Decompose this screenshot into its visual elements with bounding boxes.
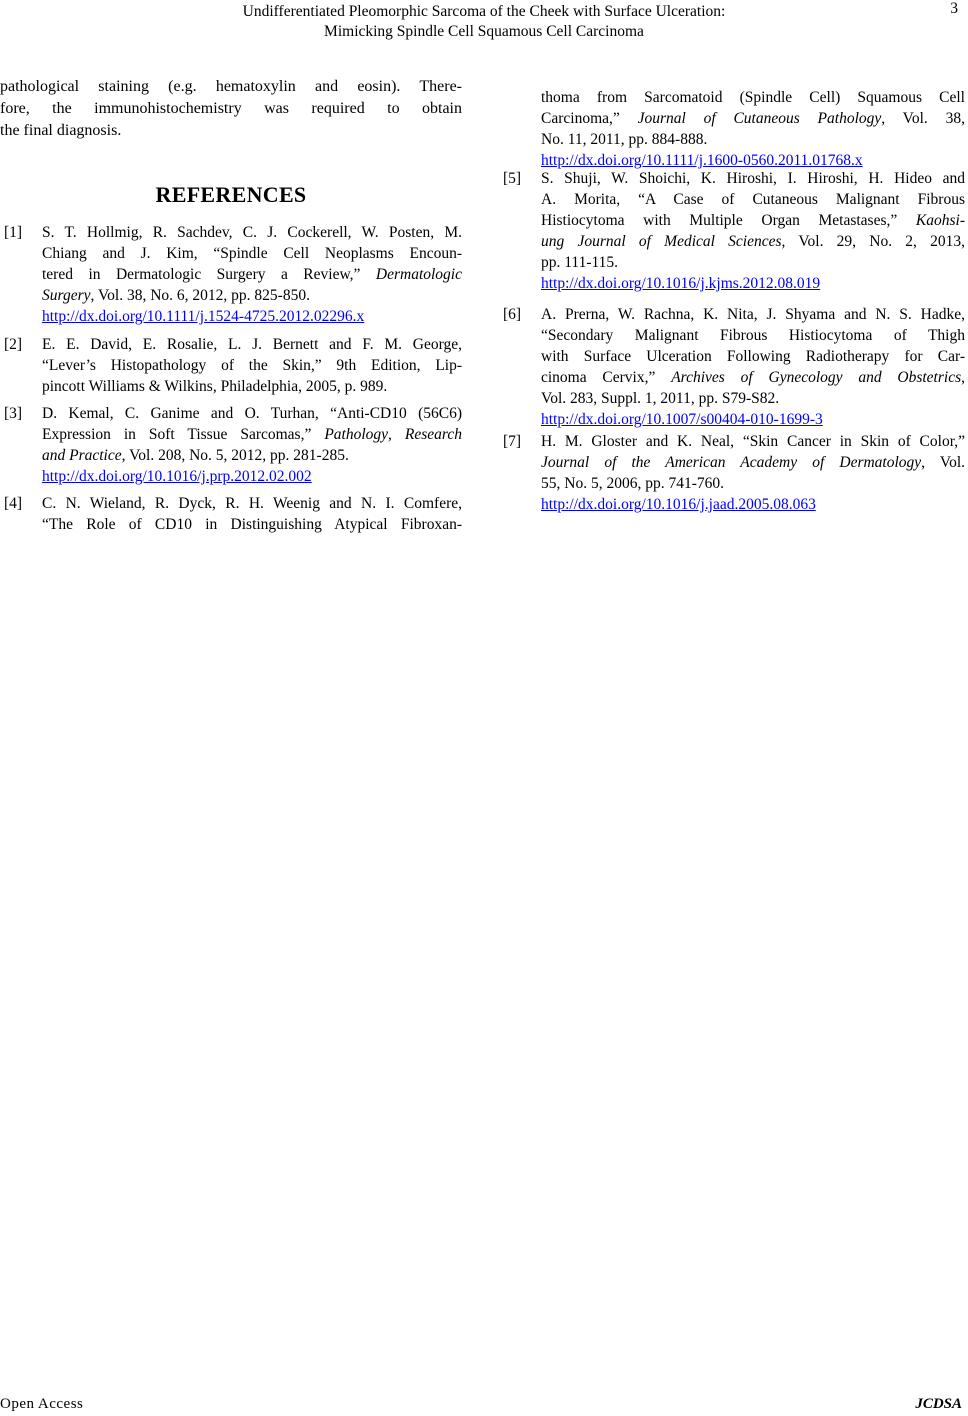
reference-text-segment: Histiocytoma with Multiple Organ Metastases,” [541, 212, 916, 229]
reference-text [42, 222, 462, 327]
reference-text-segment: pp. 111-115. [541, 254, 619, 271]
reference-text-segment: Expression in Soft Tissue Sarcomas,” [42, 426, 325, 443]
journal-title: Journal of Cutaneous Pathology [637, 110, 882, 127]
reference-line [541, 231, 965, 252]
doi-link[interactable]: http://dx.doi.org/10.1111/j.1600-0560.2011.01768.x [541, 152, 863, 169]
reference-text-segment: , [388, 426, 405, 443]
reference-text-segment: cinoma Cervix,” [541, 369, 672, 386]
reference-line [42, 376, 462, 397]
doi-link[interactable]: http://dx.doi.org/10.1016/j.prp.2012.02.002 [42, 468, 312, 485]
journal-title: Pathology [324, 426, 389, 443]
footer-open-access: Open Access [0, 1396, 84, 1412]
reference-line [541, 210, 965, 231]
journal-title: Surgery [42, 287, 91, 304]
footer-journal-abbrev: JCDSA [915, 1396, 962, 1412]
reference-line [42, 424, 462, 445]
reference-text-segment: S. Shuji, W. Shoichi, K. Hiroshi, I. Hiroshi, H. Hideo and [541, 170, 965, 187]
body-line: pathological staining (e.g. hematoxylin and eosin). There- [0, 78, 462, 95]
reference-line [42, 445, 462, 466]
reference-line [42, 403, 462, 424]
references-heading: REFERENCES [155, 182, 307, 207]
reference-text-segment: D. Kemal, C. Ganime and O. Turhan, “Anti-CD10 (56C6) [42, 405, 462, 422]
reference-text [541, 168, 965, 294]
reference-line [541, 431, 965, 452]
reference-number: [6] [503, 306, 522, 323]
reference-text-segment: , [961, 369, 965, 386]
reference-text [541, 87, 965, 171]
reference-line [541, 168, 965, 189]
running-title-line-1: Undifferentiated Pleomorphic Sarcoma of the Cheek with Surface Ulceration: [242, 3, 726, 20]
reference-text-segment: , Vol. 38, [881, 110, 965, 127]
reference-number: [3] [4, 405, 23, 422]
reference-line [541, 367, 965, 388]
reference-text [42, 403, 462, 487]
reference-text-segment: , Vol. 208, No. 5, 2012, pp. 281-285. [121, 447, 349, 464]
reference-line [541, 325, 965, 346]
reference-text-segment: Carcinoma,” [541, 110, 638, 127]
journal-title: Research [404, 426, 463, 443]
reference-number: [4] [4, 495, 23, 512]
reference-number: [2] [4, 336, 23, 353]
reference-text-segment: 55, No. 5, 2006, pp. 741-760. [541, 475, 724, 492]
reference-line [42, 285, 462, 306]
journal-title: Archives of Gynecology and Obstetrics [671, 369, 962, 386]
reference-text-segment: , Vol. [921, 454, 965, 471]
doi-link-line [541, 273, 965, 294]
reference-line [42, 355, 462, 376]
reference-text-segment: Chiang and J. Kim, “Spindle Cell Neoplasms Encoun- [42, 245, 462, 262]
doi-link[interactable]: http://dx.doi.org/10.1016/j.jaad.2005.08.063 [541, 496, 816, 513]
page-number: 3 [950, 0, 958, 17]
reference-text-segment: “Lever’s Histopathology of the Skin,” 9th Edition, Lip- [42, 357, 462, 374]
reference-text-segment: “Secondary Malignant Fibrous Histiocytoma of Thigh [541, 327, 965, 344]
reference-number: [1] [4, 224, 23, 241]
doi-link-line [42, 306, 462, 327]
reference-text-segment: No. 11, 2011, pp. 884-888. [541, 131, 708, 148]
reference-line [42, 514, 462, 535]
reference-line [42, 264, 462, 285]
reference-line [541, 473, 965, 494]
reference-text [42, 334, 462, 397]
reference-text [541, 304, 965, 430]
reference-text [541, 431, 965, 515]
reference-text-segment: S. T. Hollmig, R. Sachdev, C. J. Cockerell, W. Posten, M. [42, 224, 462, 241]
reference-line [541, 252, 965, 273]
reference-line [541, 346, 965, 367]
reference-text-segment: Vol. 283, Suppl. 1, 2011, pp. S79-S82. [541, 390, 780, 407]
reference-line [541, 388, 965, 409]
reference-text-segment: E. E. David, E. Rosalie, L. J. Bernett and F. M. George, [42, 336, 462, 353]
doi-link[interactable]: http://dx.doi.org/10.1007/s00404-010-1699-3 [541, 411, 823, 428]
reference-line [42, 493, 462, 514]
reference-text [42, 493, 462, 535]
reference-line [541, 129, 965, 150]
doi-link[interactable]: http://dx.doi.org/10.1016/j.kjms.2012.08.019 [541, 275, 821, 292]
journal-title: ung Journal of Medical Sciences [541, 233, 782, 250]
running-title-line-2: Mimicking Spindle Cell Squamous Cell Carcinoma [324, 23, 644, 40]
journal-title: Journal of the American Academy of Dermatology [541, 454, 922, 471]
reference-line [42, 222, 462, 243]
reference-text-segment: , Vol. 29, No. 2, 2013, [781, 233, 965, 250]
doi-link-line [42, 466, 462, 487]
reference-line [541, 87, 965, 108]
reference-text-segment: “The Role of CD10 in Distinguishing Atypical Fibroxan- [42, 516, 462, 533]
reference-line [541, 189, 965, 210]
reference-number: [5] [503, 170, 522, 187]
body-paragraph [0, 76, 462, 142]
reference-text-segment: H. M. Gloster and K. Neal, “Skin Cancer in Skin of Color,” [541, 433, 965, 450]
journal-title: and Practice [42, 447, 122, 464]
reference-number: [7] [503, 433, 522, 450]
reference-text-segment: A. Prerna, W. Rachna, K. Nita, J. Shyama and N. S. Hadke, [541, 306, 965, 323]
reference-text-segment: thoma from Sarcomatoid (Spindle Cell) Squamous Cell [541, 89, 965, 106]
reference-line [541, 304, 965, 325]
body-line: the final diagnosis. [0, 122, 122, 139]
body-line: fore, the immunohistochemistry was required to obtain [0, 100, 462, 117]
doi-link[interactable]: http://dx.doi.org/10.1111/j.1524-4725.2012.02296.x [42, 308, 365, 325]
doi-link-line [541, 409, 965, 430]
reference-text-segment: , Vol. 38, No. 6, 2012, pp. 825-850. [90, 287, 310, 304]
journal-title: Kaohsi- [915, 212, 965, 229]
reference-text-segment: A. Morita, “A Case of Cutaneous Malignant Fibrous [541, 191, 965, 208]
reference-text-segment: with Surface Ulceration Following Radiotherapy for Car- [541, 348, 965, 365]
journal-title: Dermatologic [375, 266, 462, 283]
reference-text-segment: pincott Williams & Wilkins, Philadelphia, 2005, p. 989. [42, 378, 388, 395]
doi-link-line [541, 494, 965, 515]
reference-line [42, 334, 462, 355]
reference-line [541, 452, 965, 473]
reference-text-segment: tered in Dermatologic Surgery a Review,” [42, 266, 376, 283]
reference-text-segment: C. N. Wieland, R. Dyck, R. H. Weenig and N. I. Comfere, [42, 495, 462, 512]
reference-line [42, 243, 462, 264]
reference-line [541, 108, 965, 129]
